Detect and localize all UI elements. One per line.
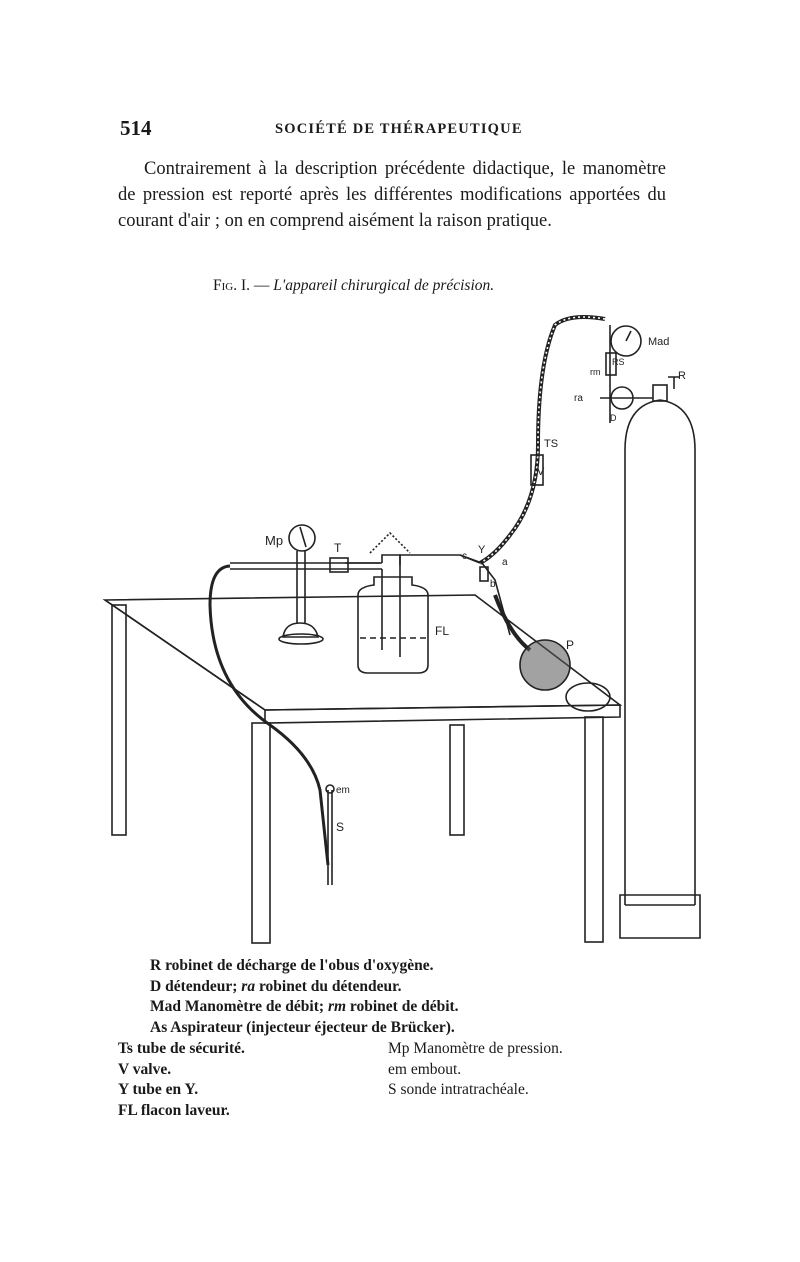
label-s: S (336, 820, 345, 834)
legend-text: tube de sécurité. (136, 1040, 245, 1057)
oxygen-hose (480, 317, 605, 563)
legend-main (150, 956, 459, 1038)
figure-caption-title: L'appareil chirurgical de précision. (273, 277, 495, 294)
legend-item (118, 1039, 245, 1060)
legend-text: flacon laveur. (140, 1101, 230, 1119)
legend-text: sonde intratrachéale. (400, 1081, 529, 1098)
legend-item (388, 1060, 563, 1081)
legend-text: Manomètre de pression. (413, 1040, 563, 1057)
legend-abbr: D (150, 977, 162, 995)
label-b: b (490, 579, 496, 590)
legend-text: tube en Y. (132, 1081, 199, 1098)
legend-text: valve. (132, 1060, 172, 1078)
label-t: T (334, 541, 342, 555)
legend-text: robinet de décharge de l'obus d'oxygène. (165, 957, 434, 974)
legend-item (150, 977, 459, 998)
label-a: a (502, 557, 508, 568)
legend-right-column (388, 1039, 563, 1101)
label-em: em (336, 785, 350, 796)
legend-item (388, 1080, 563, 1101)
legend-item (388, 1039, 563, 1060)
legend-item (150, 956, 459, 977)
label-ts: TS (544, 438, 559, 450)
legend-text: détendeur; (165, 977, 238, 995)
label-v: V (537, 466, 545, 478)
body-paragraph: Contrairement à la description précédente didactique, le manomètre de pression est reporté après les différentes modifications apportées du courant d'air ; on en comprend aisément la raison pratique. (118, 159, 666, 231)
legend-abbr: R (150, 957, 162, 974)
label-mad: Mad (648, 336, 670, 348)
legend-abbr: S (388, 1081, 397, 1098)
legend-item (118, 1060, 245, 1081)
legend-item (150, 997, 459, 1018)
legend-abbr: Y (118, 1081, 129, 1098)
table-leg-back-left (112, 605, 126, 835)
figure-caption (213, 277, 494, 295)
table-leg-front-right (585, 717, 603, 942)
legend-text: robinet du détendeur. (258, 977, 402, 995)
legend-abbr: V (118, 1060, 129, 1078)
legend-abbr: ra (241, 977, 256, 995)
legend-abbr: Mad (150, 998, 181, 1015)
table-leg-front-left (252, 723, 270, 943)
label-ra: ra (574, 393, 583, 404)
page-number: 514 (120, 116, 152, 140)
legend-abbr: rm (327, 998, 347, 1015)
label-mp: Mp (265, 533, 284, 548)
aspirator-pear (566, 683, 610, 711)
legend-item (150, 1018, 459, 1039)
label-rs: RS (612, 357, 625, 367)
legend-item (118, 1080, 245, 1101)
t-junction (330, 558, 348, 572)
legend-text: embout. (410, 1060, 462, 1078)
label-c: c (462, 551, 467, 562)
label-d: D (610, 413, 617, 423)
legend-left-column (118, 1039, 245, 1121)
figure-caption-label: Fig. I. — (213, 277, 270, 294)
intratracheal-tube (210, 566, 328, 865)
legend-abbr: As (150, 1018, 168, 1036)
legend-abbr: FL (118, 1101, 137, 1119)
legend-text: Aspirateur (injecteur éjecteur de Brücker). (170, 1018, 455, 1036)
wash-bottle (358, 577, 428, 673)
pressure-manometer (289, 525, 315, 551)
running-title: SOCIÉTÉ DE THÉRAPEUTIQUE (275, 121, 523, 137)
legend-abbr: Mp (388, 1040, 410, 1057)
apparatus-illustration (100, 305, 720, 950)
legend-abbr: em (388, 1060, 407, 1078)
table-edge (265, 705, 620, 723)
aspirator-bulb (520, 640, 570, 690)
legend-item (118, 1101, 245, 1122)
legend-text: robinet de débit. (349, 998, 459, 1015)
legend-abbr: Ts (118, 1040, 133, 1057)
apparatus-figure (100, 305, 720, 955)
label-p: P (566, 638, 575, 652)
table-leg-back-right (450, 725, 464, 835)
label-r: R (678, 370, 686, 382)
label-rm: rm (590, 367, 601, 377)
label-fl: FL (435, 624, 450, 638)
oxygen-cylinder (625, 400, 695, 905)
label-y: Y (478, 544, 486, 556)
legend-text: Manomètre de débit; (184, 998, 325, 1015)
